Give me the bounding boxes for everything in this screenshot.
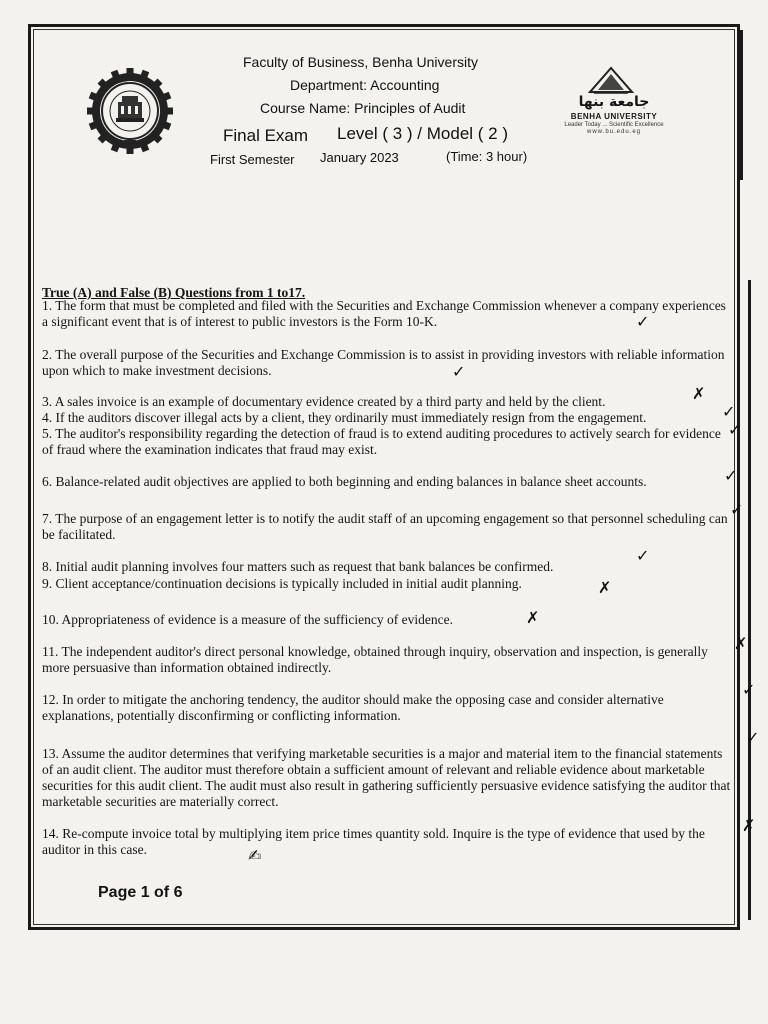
question-text: A sales invoice is an example of documentary evidence created by a third party and held by the client.	[54, 394, 606, 409]
university-english-name: BENHA UNIVERSITY	[570, 112, 658, 121]
question-number: 14.	[42, 826, 59, 841]
page-edge-shadow	[740, 30, 743, 180]
department-name: Department: Accounting	[290, 77, 440, 93]
question-number: 7.	[42, 511, 53, 526]
question-text: Appropriateness of evidence is a measure of the sufficiency of evidence.	[61, 612, 453, 627]
question-number: 5.	[42, 426, 53, 441]
handwritten-cross-icon: ✗	[742, 816, 756, 835]
exam-duration: (Time: 3 hour)	[446, 149, 528, 164]
question-text: If the auditors discover illegal acts by a client, they ordinarily must immediately resign from the engagement.	[55, 410, 647, 425]
question-12	[42, 692, 734, 724]
level-model: Level ( 3 ) / Model ( 2 )	[337, 124, 509, 143]
handwritten-check-icon: ✓	[742, 680, 756, 699]
question-4	[42, 410, 734, 426]
question-2	[42, 347, 734, 379]
pyramid-logo-icon	[588, 66, 634, 94]
question-1	[42, 298, 734, 330]
question-text: Client acceptance/continuation decisions is typically included in initial audit planning.	[55, 576, 522, 591]
question-number: 2.	[42, 347, 53, 362]
handwritten-cross-icon: ✗	[598, 578, 612, 597]
exam-title: Final Exam	[223, 126, 309, 145]
handwritten-check-icon: ✓	[746, 728, 760, 747]
question-number: 13.	[42, 746, 59, 761]
question-number: 6.	[42, 474, 53, 489]
question-number: 3.	[42, 394, 53, 409]
question-5	[42, 426, 734, 458]
handwritten-cross-icon: ✗	[526, 608, 540, 627]
handwritten-scribble-icon: ✍	[248, 846, 262, 865]
handwritten-check-icon: ✓	[724, 466, 738, 485]
university-website: www.bu.edu.eg	[586, 129, 642, 135]
question-text: Re-compute invoice total by multiplying item price times quantity sold. Inquire is the type of evidence that used by the auditor in this case.	[42, 826, 705, 857]
question-text: The purpose of an engagement letter is to notify the audit staff of an upcoming engagement so that personnel scheduling can be facilitated.	[42, 511, 728, 542]
section-heading: True (A) and False (B) Questions from 1 to17.	[42, 285, 306, 300]
handwritten-check-icon: ✓	[636, 546, 650, 565]
question-7	[42, 511, 734, 543]
question-text: Initial audit planning involves four matters such as request that bank balances be confirmed.	[55, 559, 554, 574]
question-number: 8.	[42, 559, 53, 574]
question-10	[42, 612, 734, 628]
faculty-name: Faculty of Business, Benha University	[243, 54, 478, 70]
semester: First Semester	[210, 152, 295, 167]
question-8	[42, 559, 734, 575]
question-11	[42, 644, 734, 676]
question-13	[42, 746, 734, 810]
question-text: The overall purpose of the Securities and Exchange Commission is to assist in providing investors with reliable information upon which to make investment decisions.	[42, 347, 725, 378]
handwritten-check-icon: ✓	[728, 420, 742, 439]
university-slogan: Leader Today ... Scientific Excellence	[564, 122, 664, 128]
question-6	[42, 474, 734, 490]
handwritten-cross-icon: ✗	[692, 384, 706, 403]
question-text: Balance-related audit objectives are applied to both beginning and ending balances in balance sheet accounts.	[55, 474, 647, 489]
question-text: The form that must be completed and filed with the Securities and Exchange Commission whenever a company experiences a significant event that is of interest to public investors is the Form 10-K.	[42, 298, 726, 329]
university-arabic-name: جامعة بنها	[578, 94, 650, 110]
handwritten-check-icon: ✓	[722, 402, 736, 421]
question-number: 11.	[42, 644, 59, 659]
question-14	[42, 826, 734, 858]
handwritten-check-icon: ✓	[452, 362, 466, 381]
question-9	[42, 576, 734, 592]
question-number: 1.	[42, 298, 53, 313]
university-logo	[548, 62, 676, 138]
question-number: 9.	[42, 576, 53, 591]
question-number: 10.	[42, 612, 59, 627]
page-number: Page 1 of 6	[98, 884, 183, 901]
question-text: The auditor's responsibility regarding the detection of fraud is to extend auditing procedures to actively search for evidence of fraud where the examination indicates that fraud may exist.	[42, 426, 721, 457]
exam-date: January 2023	[320, 150, 399, 165]
handwritten-check-icon: ✓	[730, 500, 744, 519]
handwritten-check-icon: ✓	[636, 312, 650, 331]
question-text: Assume the auditor determines that verifying marketable securities is a major and material item to the financial statements of an audit client. The auditor must therefore obtain a sufficient amount of relevant and reliable evidence about marketable securities for this audit client. The audit must also result in gathering sufficiently persuasive evidence satisfying the auditor that marketable securities are materially correct.	[42, 746, 731, 809]
course-name: Course Name: Principles of Audit	[260, 100, 466, 116]
question-number: 4.	[42, 410, 53, 425]
question-3	[42, 394, 734, 410]
handwritten-cross-icon: ✗	[734, 634, 748, 653]
question-number: 12.	[42, 692, 59, 707]
question-text: In order to mitigate the anchoring tendency, the auditor should make the opposing case and consider alternative explanations, potentially disconfirming or conflicting information.	[42, 692, 664, 723]
faculty-seal-icon	[78, 66, 182, 156]
question-text: The independent auditor's direct personal knowledge, obtained through inquiry, observation and inspection, is generally more persuasive than information obtained indirectly.	[42, 644, 708, 675]
